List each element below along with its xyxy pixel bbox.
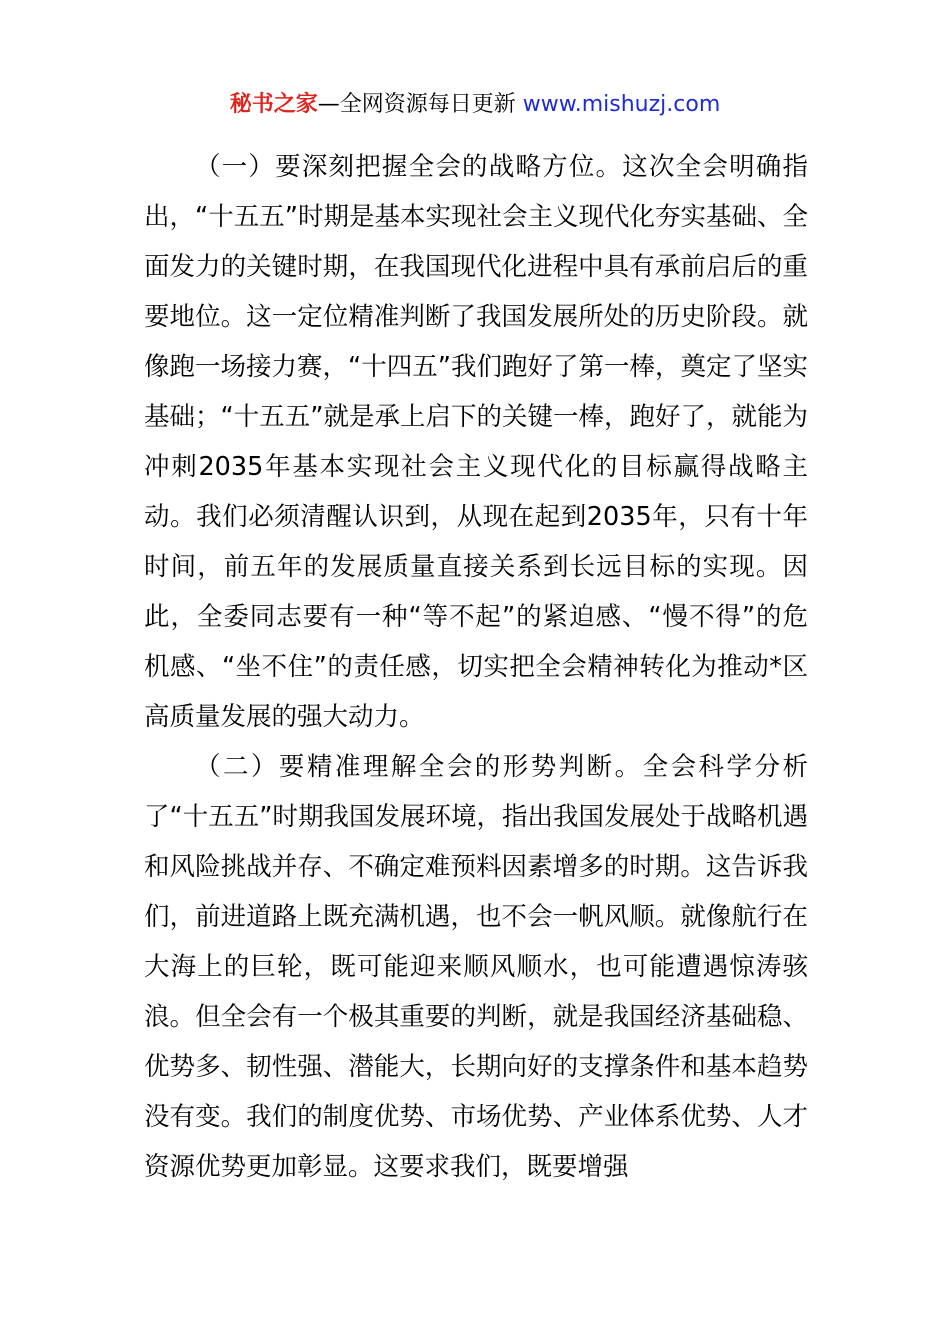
site-brand: 秘书之家 xyxy=(229,92,318,117)
site-url-link[interactable]: www.mishuzj.com xyxy=(522,92,721,117)
site-tagline: —全网资源每日更新 xyxy=(317,92,516,117)
paragraph-strategic-position: （一）要深刻把握全会的战略方位。这次全会明确指出，“十五五”时期是基本实现社会主义现代化夯实基础、全面发力的关键时期，在我国现代化进程中具有承前启后的重要地位。这一定位精准判断了我国发展所处的历史阶段。就像跑一场接力赛，“十四五”我们跑好了第一棒，奠定了坚实基础；“十五五”就是承上启下的关键一棒，跑好了，就能为冲刺2035年基本实现社会主义现代化的目标赢得战略主动。我们必须清醒认识到，从现在起到2035年，只有十年时间，前五年的发展质量直接关系到长远目标的实现。因此，全委同志要有一种“等不起”的紧迫感、“慢不得”的危机感、“坐不住”的责任感，切实把全会精神转化为推动*区高质量发展的强大动力。 xyxy=(144,152,808,732)
document-header xyxy=(0,88,950,122)
document-body xyxy=(144,142,808,1192)
paragraph-situation-judgment: （二）要精准理解全会的形势判断。全会科学分析了“十五五”时期我国发展环境，指出我国发展处于战略机遇和风险挑战并存、不确定难预料因素增多的时期。这告诉我们，前进道路上既充满机遇，也不会一帆风顺。就像航行在大海上的巨轮，既可能迎来顺风顺水，也可能遭遇惊涛骇浪。但全会有一个极其重要的判断，就是我国经济基础稳、优势多、韧性强、潜能大，长期向好的支撑条件和基本趋势没有变。我们的制度优势、市场优势、产业体系优势、人才资源优势更加彰显。这要求我们，既要增强 xyxy=(144,752,808,1182)
